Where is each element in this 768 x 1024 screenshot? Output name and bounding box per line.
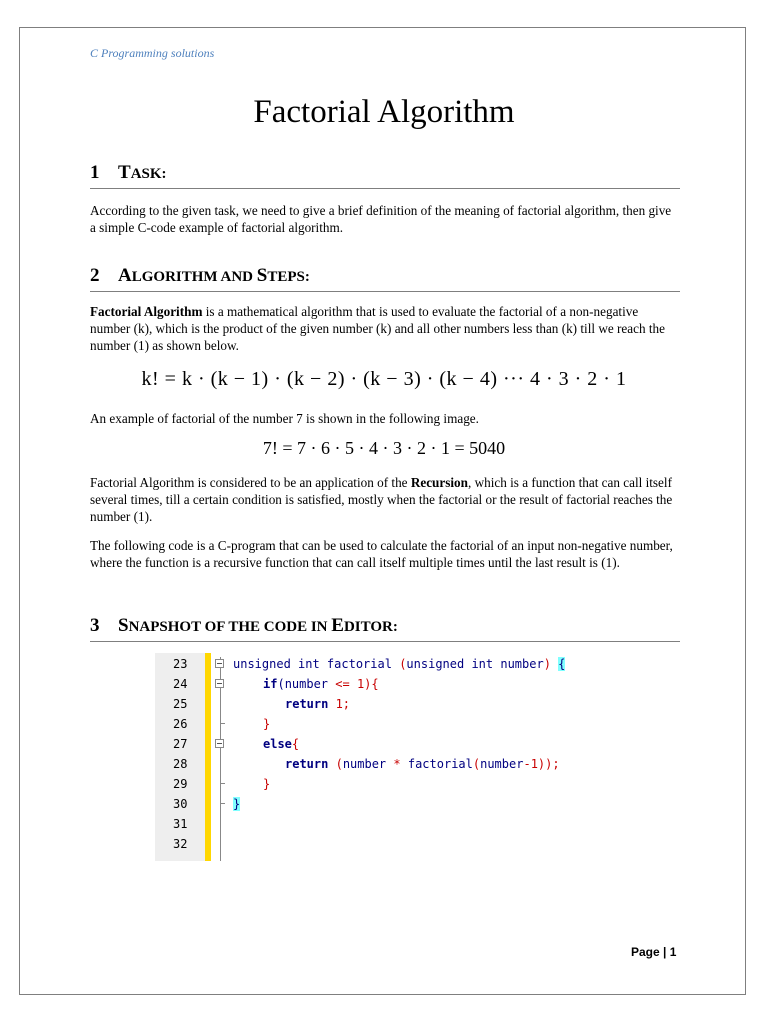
code-token: )	[543, 657, 551, 671]
code-token: number	[493, 657, 544, 671]
code-line-30	[233, 797, 240, 811]
code-token: number	[284, 677, 336, 691]
code-token: number	[480, 757, 524, 771]
line-number: 23	[173, 657, 188, 671]
section-heading-task	[90, 162, 680, 189]
heading-initial: T	[118, 162, 131, 183]
paragraph-text: Factorial Algorithm is considered to be an application of the	[90, 475, 411, 490]
fold-collapse-icon[interactable]	[215, 659, 224, 668]
code-token: return	[285, 697, 329, 711]
heading-rest: NAPSHOT OF THE CODE IN	[128, 619, 332, 635]
code-line-23	[233, 657, 565, 671]
section-number: 3	[90, 615, 100, 636]
code-token: else	[263, 737, 292, 751]
heading-rest: LGORITHM AND	[131, 269, 257, 285]
line-number: 25	[173, 697, 188, 711]
line-number: 27	[173, 737, 188, 751]
code-token: unsigned int	[406, 657, 494, 671]
line-number: 32	[173, 837, 188, 851]
fold-collapse-icon[interactable]	[215, 679, 224, 688]
heading-rest: ASK:	[130, 166, 167, 182]
bold-term: Factorial Algorithm	[90, 304, 203, 319]
code-editor-snapshot	[155, 653, 605, 861]
bold-term: Recursion	[410, 475, 468, 490]
code-line-27	[263, 737, 299, 751]
paragraph-text: , which is a function that can call itself several times, till a certain condition is satisfied, mostly when the factorial or the result of factorial reaches the number (1).	[90, 475, 673, 524]
heading-rest-2: DITOR:	[343, 619, 398, 635]
fold-collapse-icon[interactable]	[215, 739, 224, 748]
code-line-29: }	[263, 777, 271, 791]
code-token: factorial	[407, 757, 473, 771]
example-formula: 7! = 7 · 6 · 5 · 4 · 3 · 2 · 1 = 5040	[262, 438, 506, 458]
code-token: (	[399, 657, 407, 671]
code-token: <= 1){	[335, 677, 379, 691]
line-number: 26	[173, 717, 188, 731]
task-paragraph: According to the given task, we need to give a brief definition of the meaning of factorial algorithm, then give a simple C-code example of factorial algorithm.	[90, 203, 672, 235]
code-token: 1;	[328, 697, 351, 711]
code-token: {	[291, 737, 300, 751]
section-number: 1	[90, 162, 100, 183]
code-token: (	[472, 757, 481, 771]
fold-line	[220, 825, 221, 861]
heading-initial-2: S	[256, 265, 268, 286]
code-line-26: }	[263, 717, 271, 731]
section-heading-snapshot	[90, 615, 680, 642]
code-token: if	[263, 677, 278, 691]
code-token: *	[393, 757, 408, 771]
heading-rest-2: TEPS:	[267, 269, 310, 285]
algorithm-paragraph-3	[90, 474, 680, 525]
algorithm-paragraph-2: An example of factorial of the number 7 is shown in the following image.	[90, 411, 479, 426]
algorithm-paragraph-4: The following code is a C-program that can be used to calculate the factorial of an input non-negative number, where the function is a recursive function that can call itself multiple times until the last result is (1).	[90, 538, 673, 570]
line-number-gutter	[155, 653, 205, 861]
code-token: -1));	[523, 757, 560, 771]
line-number: 28	[173, 757, 188, 771]
heading-initial: S	[118, 615, 129, 636]
page-number: Page | 1	[631, 945, 677, 959]
code-token: number	[342, 757, 394, 771]
heading-initial: A	[118, 265, 132, 286]
running-header: C Programming solutions	[90, 46, 215, 60]
heading-initial-2: E	[331, 615, 344, 636]
matched-brace: }	[233, 797, 241, 811]
code-token: factorial	[319, 657, 400, 671]
fold-end-tick	[220, 783, 225, 784]
section-number: 2	[90, 265, 100, 286]
code-token: (	[328, 757, 343, 771]
paragraph-text: is a mathematical algorithm that is used to evaluate the factorial of a non-negative number (k), which is the product of the given number (k) and all other numbers less than (k) till we reach the number (1) as shown below.	[90, 304, 665, 353]
algorithm-paragraph-1	[90, 303, 680, 354]
matched-brace: {	[558, 657, 566, 671]
code-line-25	[285, 697, 350, 711]
fold-margin	[211, 653, 231, 861]
code-token: unsigned int	[233, 657, 320, 671]
code-line-24	[263, 677, 379, 691]
fold-end-tick	[220, 723, 225, 724]
code-token: (	[277, 677, 285, 691]
line-number: 31	[173, 817, 188, 831]
line-number: 30	[173, 797, 188, 811]
section-heading-algorithm	[90, 265, 680, 292]
document-title: Factorial Algorithm	[253, 94, 515, 130]
line-number: 29	[173, 777, 188, 791]
fold-end-tick	[220, 803, 225, 804]
line-number: 24	[173, 677, 188, 691]
code-token: return	[285, 757, 329, 771]
code-line-28	[285, 757, 560, 771]
factorial-formula: k! = k · (k − 1) · (k − 2) · (k − 3) · (k − 4) ··· 4 · 3 · 2 · 1	[141, 368, 627, 390]
